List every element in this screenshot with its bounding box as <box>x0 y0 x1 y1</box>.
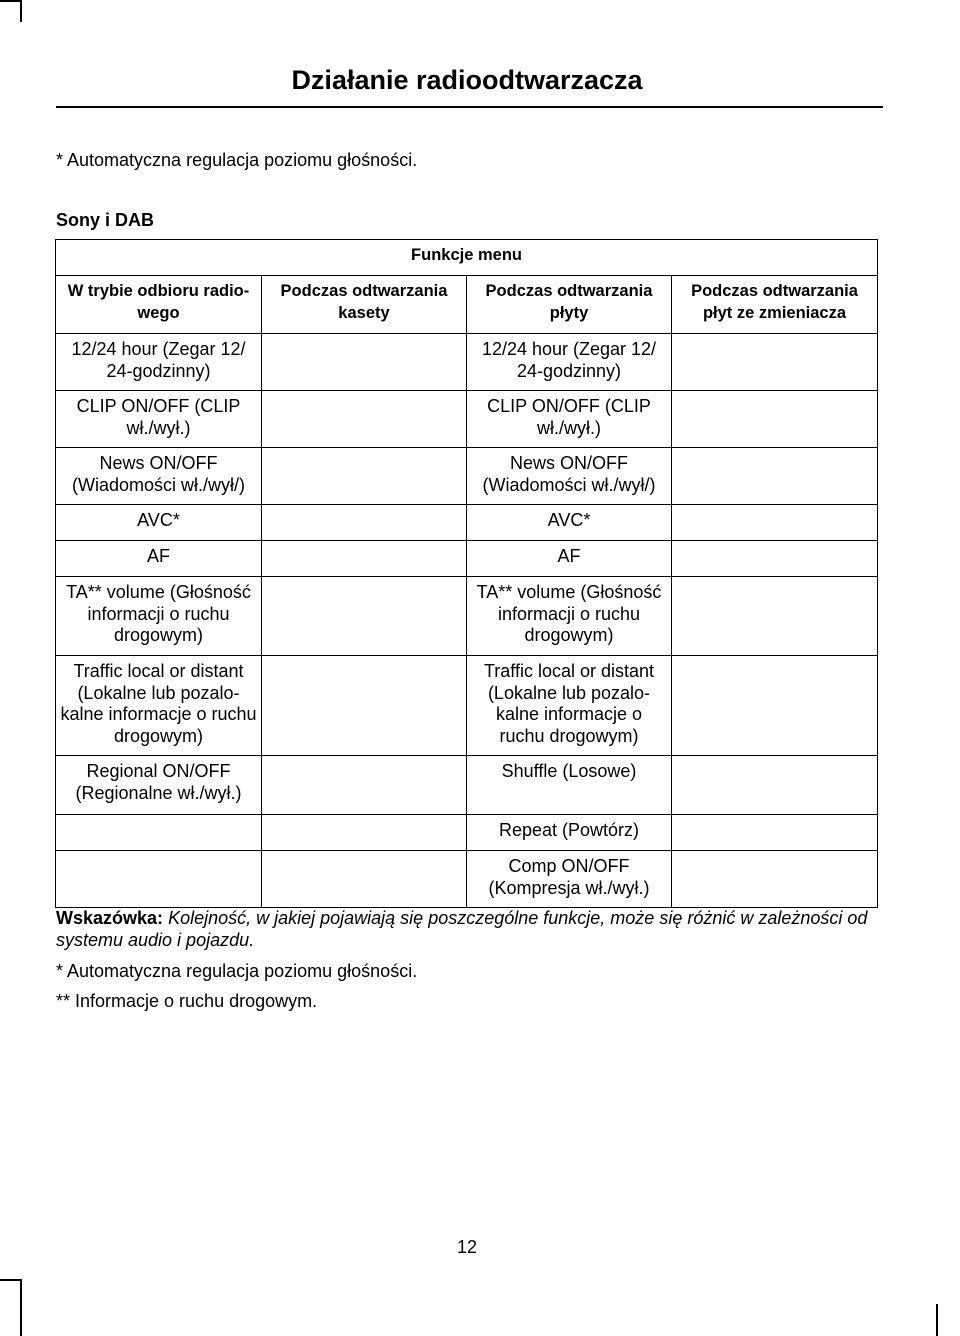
table-cell <box>262 448 467 505</box>
crop-mark <box>20 0 22 22</box>
table-cell <box>672 851 878 908</box>
table-cell: Traffic local or distant (Lokalne lub pozalo-kalne informacje o ruchu drogowym) <box>56 656 262 756</box>
crop-mark <box>0 1279 22 1281</box>
table-row <box>56 448 878 505</box>
table-cell: Shuffle (Losowe) <box>467 756 672 815</box>
table-cell: Traffic local or distant (Lokalne lub pozalo-kalne informacje o ruchu drogowym) <box>467 656 672 756</box>
table-cell <box>56 815 262 851</box>
table-cell <box>262 656 467 756</box>
crop-mark <box>936 1304 938 1336</box>
table-cell <box>672 448 878 505</box>
menu-functions-table <box>55 239 878 908</box>
column-header: Podczas odtwarzania płyty <box>467 276 672 334</box>
title-underline <box>56 106 883 108</box>
table-cell: CLIP ON/OFF (CLIP wł./wył.) <box>467 391 672 448</box>
table-row <box>56 756 878 815</box>
section-heading: Sony i DAB <box>56 210 155 230</box>
table-cell: 12/24 hour (Zegar 12/ 24-godzinny) <box>56 334 262 391</box>
table-cell <box>672 756 878 815</box>
column-header: Podczas odtwarzania kasety <box>262 276 467 334</box>
table-row <box>56 505 878 541</box>
table-cell <box>262 577 467 656</box>
table-row <box>56 391 878 448</box>
table-cell: AF <box>467 541 672 577</box>
table-cell: AVC* <box>467 505 672 541</box>
table-cell: AF <box>56 541 262 577</box>
footnote-avc: * Automatyczna regulacja poziomu głośności. <box>56 961 418 981</box>
table-cell: Regional ON/OFF (Regionalne wł./wył.) <box>56 756 262 815</box>
footnote-ta: ** Informacje o ruchu drogowym. <box>56 991 318 1011</box>
table-caption-row <box>56 240 878 276</box>
table-cell <box>672 577 878 656</box>
table-row <box>56 541 878 577</box>
intro-footnote: * Automatyczna regulacja poziomu głośności. <box>56 150 418 170</box>
table-cell: TA** volume (Głośność informacji o ruchu drogowym) <box>56 577 262 656</box>
table-row <box>56 577 878 656</box>
column-header: W trybie odbioru radio-wego <box>56 276 262 334</box>
table-row <box>56 815 878 851</box>
table-cell: News ON/OFF (Wiadomości wł./wył/) <box>56 448 262 505</box>
table-row <box>56 656 878 756</box>
table-cell <box>672 391 878 448</box>
table-cell <box>262 391 467 448</box>
table-cell <box>262 851 467 908</box>
table-cell: 12/24 hour (Zegar 12/ 24-godzinny) <box>467 334 672 391</box>
crop-mark <box>0 0 22 2</box>
table-cell <box>262 505 467 541</box>
column-header: Podczas odtwarzania płyt ze zmieniacza <box>672 276 878 334</box>
table-cell <box>262 334 467 391</box>
table-cell <box>262 815 467 851</box>
table-cell: Comp ON/OFF (Kompresja wł./wył.) <box>467 851 672 908</box>
table-cell <box>672 334 878 391</box>
crop-mark <box>20 1279 22 1336</box>
table-cell <box>672 815 878 851</box>
table-cell: TA** volume (Głośność informacji o ruchu drogowym) <box>467 577 672 656</box>
page-number: 12 <box>456 1237 478 1257</box>
table-cell <box>672 541 878 577</box>
tip-note <box>56 908 886 951</box>
table-caption: Funkcje menu <box>56 240 878 276</box>
tip-text: Kolejność, w jakiej pojawiają się poszczególne funkcje, może się różnić w zależności od systemu audio i pojazdu. <box>56 908 868 950</box>
tip-label: Wskazówka: <box>56 908 164 928</box>
table-header-row <box>56 276 878 334</box>
table-cell: News ON/OFF (Wiadomości wł./wył/) <box>467 448 672 505</box>
table-cell <box>262 541 467 577</box>
table-cell: CLIP ON/OFF (CLIP wł./wył.) <box>56 391 262 448</box>
table-row <box>56 851 878 908</box>
page-title: Działanie radioodtwarzacza <box>291 65 643 95</box>
table-row <box>56 334 878 391</box>
table-cell <box>262 756 467 815</box>
table-cell <box>672 656 878 756</box>
table-cell <box>56 851 262 908</box>
table-cell <box>672 505 878 541</box>
table-cell: Repeat (Powtórz) <box>467 815 672 851</box>
table-cell: AVC* <box>56 505 262 541</box>
